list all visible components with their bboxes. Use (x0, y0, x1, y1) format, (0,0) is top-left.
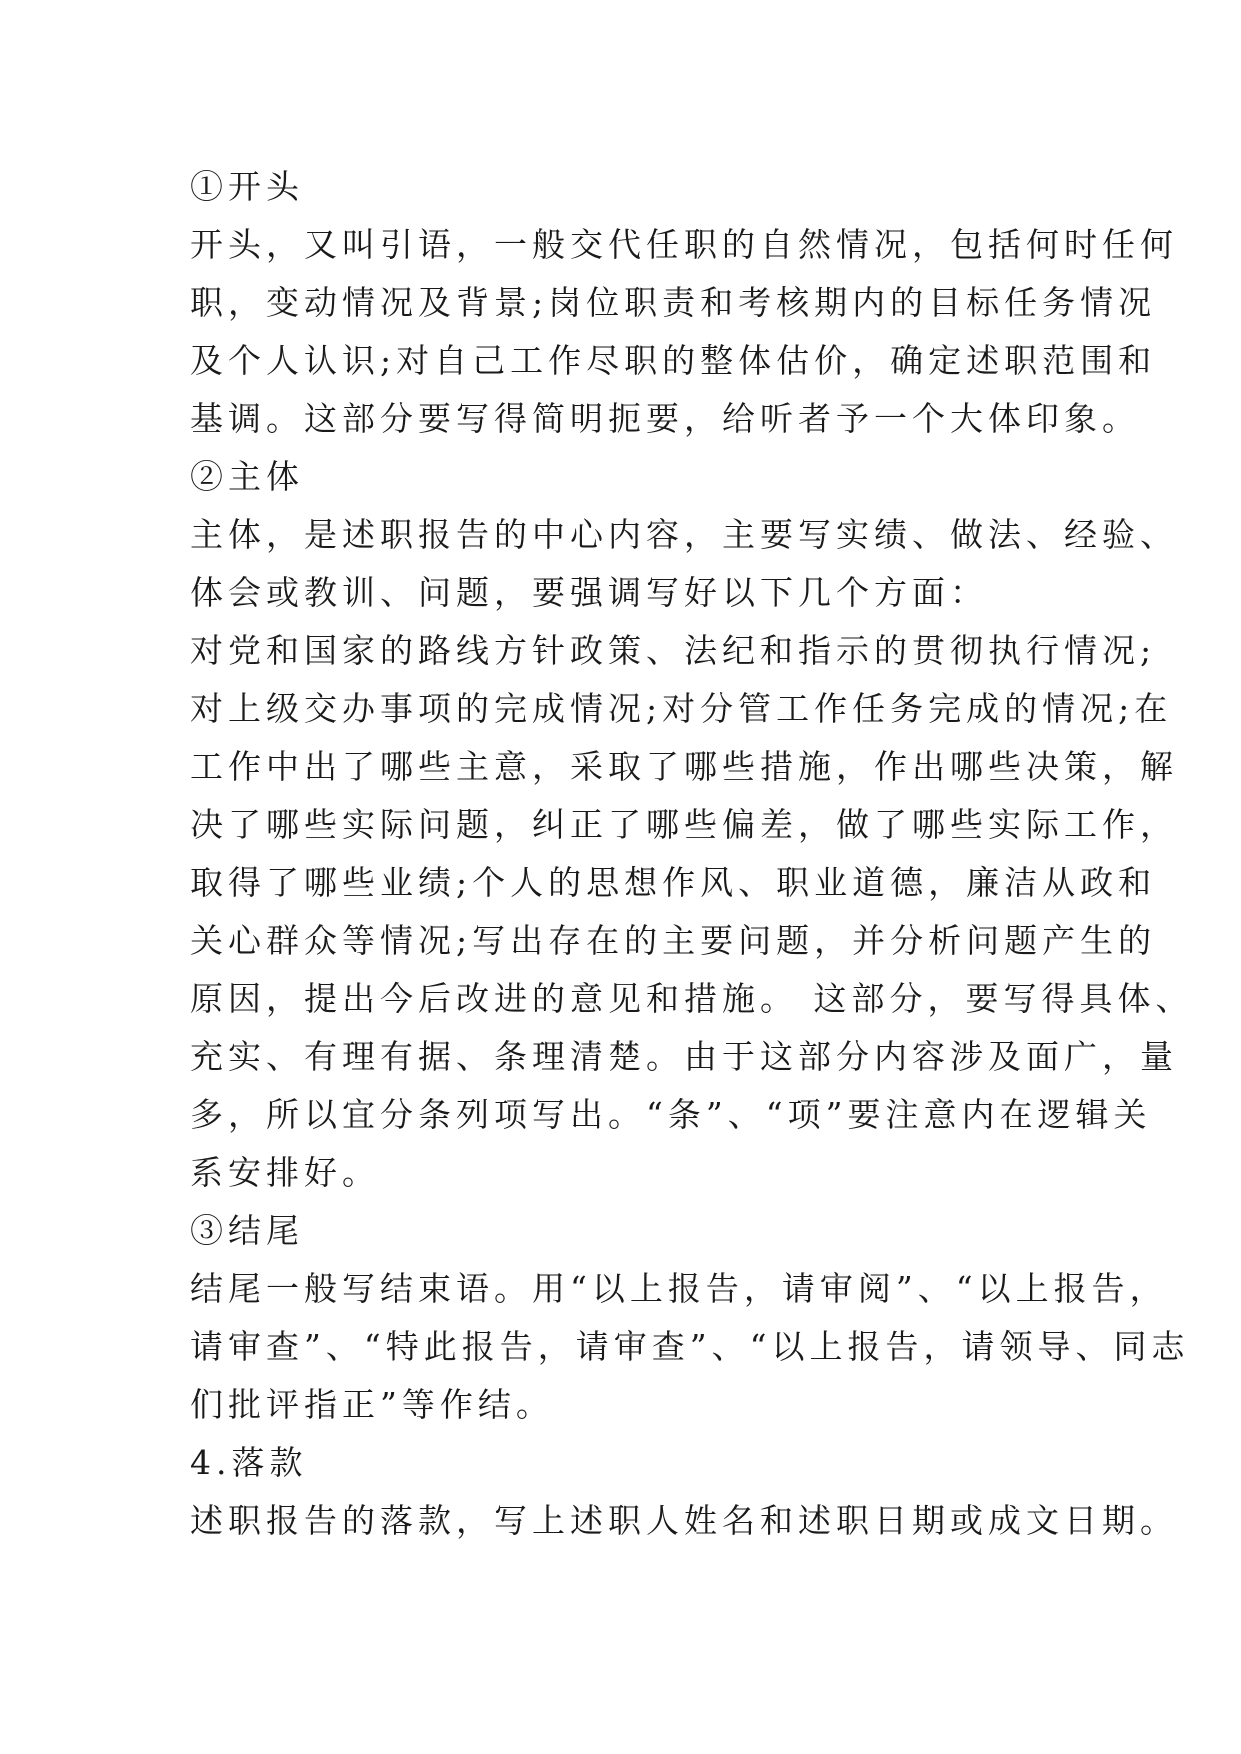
paragraph-line: 工作中出了哪些主意，采取了哪些措施，作出哪些决策，解 (190, 747, 1178, 786)
paragraph-line: 多，所以宜分条列项写出。“条”、“项”要注意内在逻辑关 (190, 1095, 1152, 1134)
paragraph-line: 们批评指正”等作结。 (190, 1385, 554, 1424)
paragraph-line: 结尾一般写结束语。用“以上报告，请审阅”、“以上报告， (190, 1269, 1168, 1308)
paragraph-line: 系安排好。 (190, 1153, 380, 1192)
paragraph-line: 主体，是述职报告的中心内容，主要写实绩、做法、经验、 (190, 515, 1178, 554)
paragraph-line: 对党和国家的路线方针政策、法纪和指示的贯彻执行情况; (190, 631, 1157, 670)
section-heading-signature: 4.落款 (190, 1443, 308, 1482)
paragraph-line: 对上级交办事项的完成情况;对分管工作任务完成的情况;在 (190, 689, 1173, 728)
section-heading-body: ②主体 (190, 457, 304, 496)
section-heading-opening: ①开头 (190, 167, 304, 206)
paragraph-line: 职，变动情况及背景;岗位职责和考核期内的目标任务情况 (190, 283, 1157, 322)
paragraph-line: 及个人认识;对自己工作尽职的整体估价，确定述职范围和 (190, 341, 1157, 380)
paragraph-line: 述职报告的落款，写上述职人姓名和述职日期或成文日期。 (190, 1501, 1178, 1540)
paragraph-line: 充实、有理有据、条理清楚。由于这部分内容涉及面广，量 (190, 1037, 1178, 1076)
paragraph-line: 体会或教训、问题，要强调写好以下几个方面： (190, 573, 988, 612)
paragraph-line: 基调。这部分要写得简明扼要，给听者予一个大体印象。 (190, 399, 1140, 438)
paragraph-line: 关心群众等情况;写出存在的主要问题，并分析问题产生的 (190, 921, 1157, 960)
paragraph-line: 开头，又叫引语，一般交代任职的自然情况，包括何时任何 (190, 225, 1178, 264)
paragraph-line: 决了哪些实际问题，纠正了哪些偏差，做了哪些实际工作， (190, 805, 1178, 844)
paragraph-line: 请审查”、“特此报告，请审查”、“以上报告，请领导、同志 (190, 1327, 1190, 1366)
document-page (190, 158, 1194, 1550)
paragraph-line: 原因，提出今后改进的意见和措施。 这部分，要写得具体、 (190, 979, 1194, 1018)
section-heading-ending: ③结尾 (190, 1211, 304, 1250)
paragraph-line: 取得了哪些业绩;个人的思想作风、职业道德，廉洁从政和 (190, 863, 1157, 902)
